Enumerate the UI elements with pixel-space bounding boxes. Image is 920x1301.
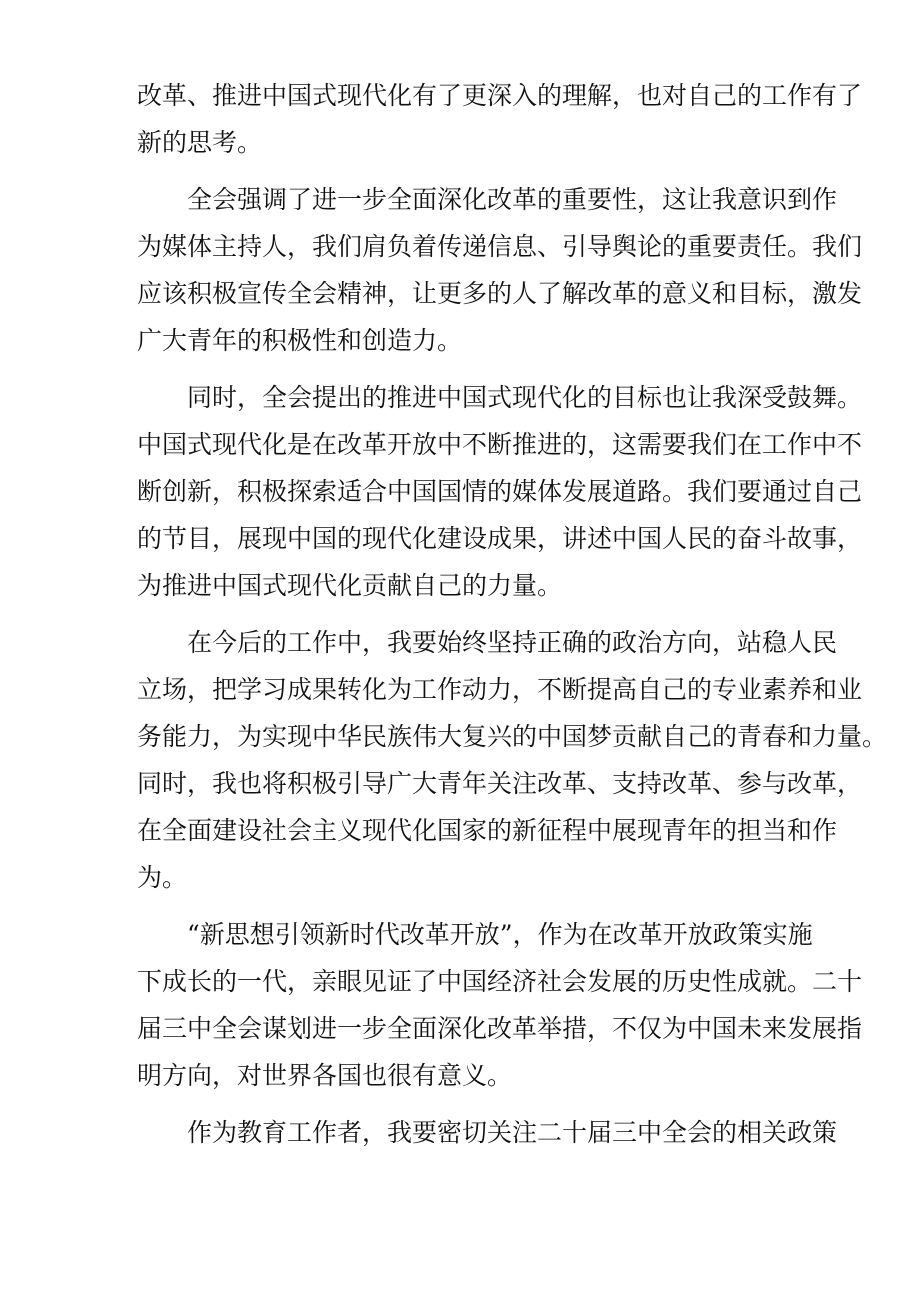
paragraph-3	[137, 374, 863, 609]
text-line: 中国式现代化是在改革开放中不断推进的，这需要我们在工作中不	[137, 430, 863, 459]
text-line: 务能力，为实现中华民族伟大复兴的中国梦贡献自己的青春和力量。	[137, 722, 888, 751]
text-line: 同时，全会提出的推进中国式现代化的目标也让我深受鼓舞。	[187, 383, 863, 412]
text-line: 为推进中国式现代化贡献自己的力量。	[137, 571, 563, 600]
body-text	[137, 72, 888, 1156]
text-line: 同时，我也将积极引导广大青年关注改革、支持改革、参与改革，	[137, 769, 863, 798]
text-line: 作为教育工作者，我要密切关注二十届三中全会的相关政策	[187, 1118, 838, 1147]
paragraph-1	[137, 72, 863, 166]
text-line: 断创新，积极探索适合中国国情的媒体发展道路。我们要通过自己	[137, 477, 863, 506]
text-line: “新思想引领新时代改革开放”，作为在改革开放政策实施	[187, 920, 813, 949]
text-line: 下成长的一代，亲眼见证了中国经济社会发展的历史性成就。二十	[137, 967, 863, 996]
text-line: 明方向，对世界各国也很有意义。	[137, 1061, 513, 1090]
text-line: 改革、推进中国式现代化有了更深入的理解，也对自己的工作有了	[137, 81, 863, 110]
text-line: 在今后的工作中，我要始终坚持正确的政治方向，站稳人民	[187, 628, 838, 657]
paragraph-5	[137, 911, 863, 1099]
text-line: 届三中全会谋划进一步全面深化改革举措，不仅为中国未来发展指	[137, 1014, 863, 1043]
text-line: 应该积极宣传全会精神，让更多的人了解改革的意义和目标，激发	[137, 279, 863, 308]
text-line: 新的思考。	[137, 128, 263, 157]
text-line: 广大青年的积极性和创造力。	[137, 326, 463, 355]
paragraph-2	[137, 176, 863, 364]
paragraph-6	[137, 1109, 838, 1156]
text-line: 全会强调了进一步全面深化改革的重要性，这让我意识到作	[187, 185, 838, 214]
text-line: 为。	[137, 863, 188, 892]
text-line: 的节目，展现中国的现代化建设成果，讲述中国人民的奋斗故事，	[137, 524, 863, 553]
text-line: 立场，把学习成果转化为工作动力，不断提高自己的专业素养和业	[137, 675, 863, 704]
paragraph-4	[137, 619, 888, 901]
text-line: 为媒体主持人，我们肩负着传递信息、引导舆论的重要责任。我们	[137, 232, 863, 261]
text-line: 在全面建设社会主义现代化国家的新征程中展现青年的担当和作	[137, 816, 838, 845]
